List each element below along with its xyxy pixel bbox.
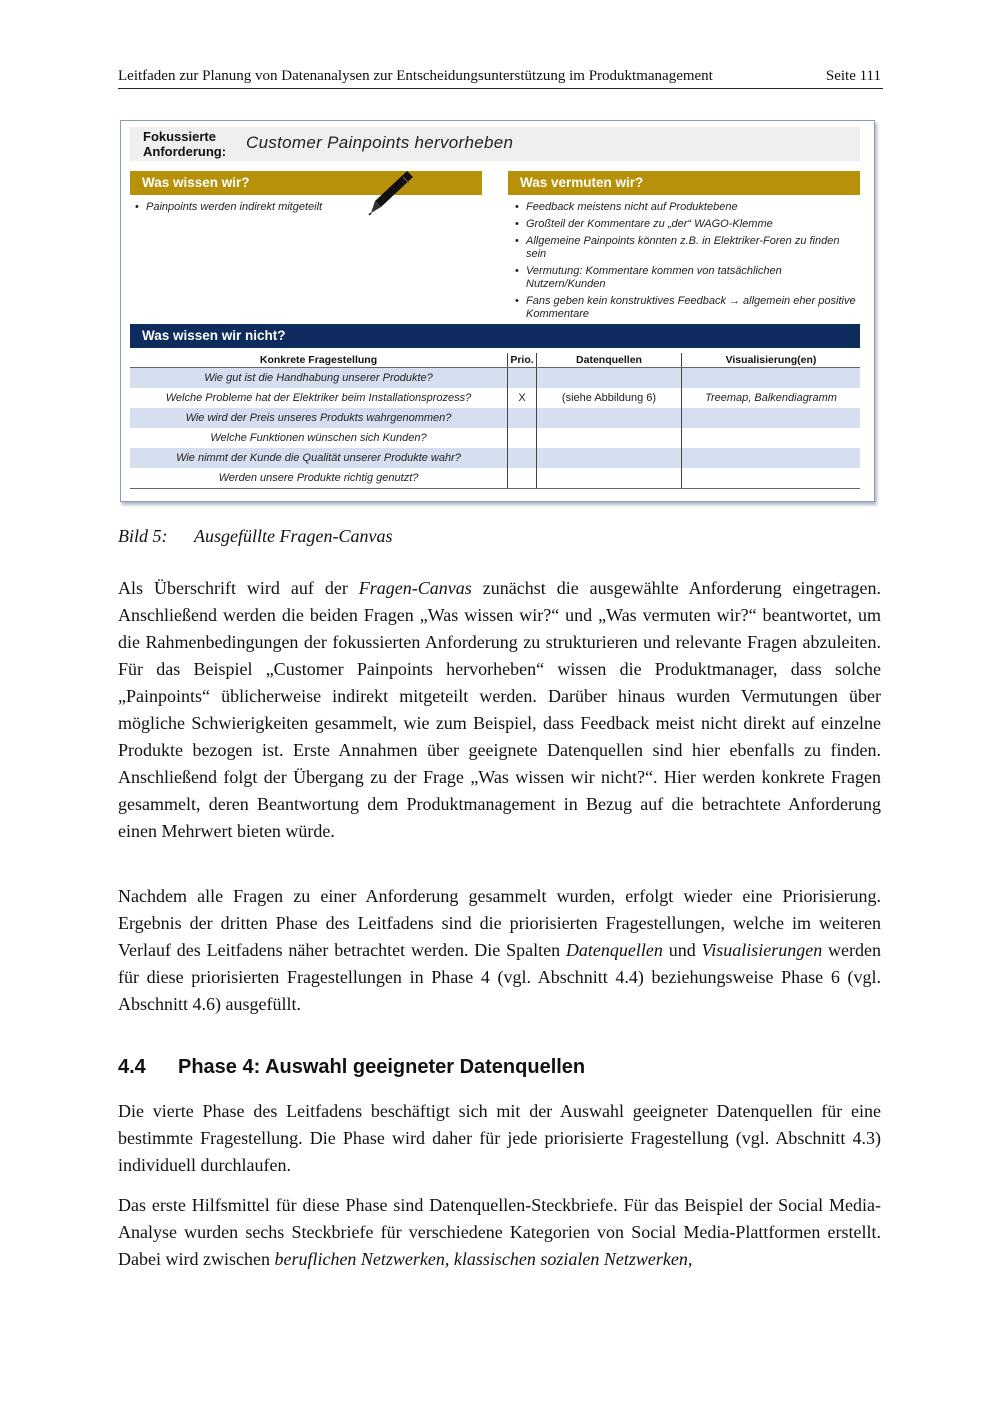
text-run: Nachdem alle Fragen zu einer Anforderung gesammelt wurden, erfolgt wieder eine Priorisierung. Ergebnis der dritten Phase des Leitfadens sind die priorisierten Fragestellungen, welche im weiteren Verlauf des Leitfadens näher betrachtet werden. Die Spalten <box>118 886 881 960</box>
assumed-list <box>513 201 858 325</box>
vis-cell <box>682 408 861 428</box>
prio-cell: X <box>508 388 537 408</box>
focus-label: Fokussierte Anforderung: <box>143 129 227 159</box>
page-header <box>118 66 883 89</box>
table-row <box>130 368 860 389</box>
list-item: • Großteil der Kommentare zu „der“ WAGO-Klemme <box>513 218 858 231</box>
question-cell: Werden unsere Produkte richtig genutzt? <box>130 468 508 489</box>
table-row <box>130 408 860 428</box>
table-row <box>130 388 860 408</box>
list-item: • Feedback meistens nicht auf Produktebene <box>513 201 858 214</box>
table-row <box>130 428 860 448</box>
figure-caption <box>118 526 392 547</box>
emphasis: Datenquellen <box>565 940 663 960</box>
page-number: Seite 111 <box>825 68 881 84</box>
known-header: Was wissen wir? <box>130 171 482 195</box>
caption-number: Bild 5: <box>118 526 168 546</box>
sources-cell <box>537 408 682 428</box>
column-header-vis: Visualisierung(en) <box>682 353 861 368</box>
table-row <box>130 468 860 489</box>
column-header-question: Konkrete Fragestellung <box>130 353 508 368</box>
paragraph-4 <box>118 1192 881 1273</box>
question-cell: Wie wird der Preis unseres Produkts wahrgenommen? <box>130 408 508 428</box>
unknown-header: Was wissen wir nicht? <box>130 324 860 348</box>
section-heading <box>118 1056 585 1079</box>
text-run: werden für diese priorisierten Fragestellungen in Phase 4 (vgl. Abschnitt 4.4) beziehungsweise Phase 6 (vgl. Abschnitt 4.6) ausgefüllt. <box>118 940 881 1014</box>
question-cell: Welche Funktionen wünschen sich Kunden? <box>210 432 427 444</box>
list-item: • Fans geben kein konstruktives Feedback → allgemein eher positive Kommentare <box>513 295 858 321</box>
vis-cell <box>682 468 861 489</box>
text-run: und <box>662 940 702 960</box>
table-row <box>130 448 860 468</box>
prio-cell <box>508 428 537 448</box>
prio-cell <box>508 448 537 468</box>
text-run: Als Überschrift wird auf der <box>118 578 359 598</box>
question-cell: Wie gut ist die Handhabung unserer Produkte? <box>130 368 508 389</box>
text-run: zunächst die ausgewählte Anforderung eingetragen. Anschließend werden die beiden Fragen „Was wissen wir?“ und „Was vermuten wir?“ beantwortet, um die Rahmenbedingungen der fokussierten Anforderung zu strukturieren und relevante Fragen abzuleiten. Für das Beispiel „Customer Painpoints hervorheben“ wissen die Produktmanager, dass solche „Painpoints“ üblicherweise indirekt mitgeteilt werden. Darüber hinaus wurden Vermutungen über mögliche Schwierigkeiten gesammelt, wie zum Beispiel, dass Feedback meist nicht direkt auf einzelne Produkte bezogen ist. Erste Annahmen über geeignete Datenquellen sind hier ebenfalls zu finden. Anschließend folgt der Übergang zu der Frage „Was wissen wir nicht?“. Hier werden konkrete Fragen gesammelt, deren Beantwortung dem Produktmanagement in Bezug auf die betrachtete Anforderung einen Mehrwert bieten würde. <box>118 578 881 841</box>
sources-cell <box>537 368 682 389</box>
caption-text: Ausgefüllte Fragen-Canvas <box>194 526 393 546</box>
focus-requirement-bar <box>130 127 860 161</box>
prio-cell <box>508 468 537 489</box>
table-header-row <box>130 353 860 368</box>
fragen-canvas-figure <box>120 120 875 502</box>
questions-table <box>130 353 860 489</box>
prio-cell <box>508 368 537 389</box>
vis-cell: Treemap, Balkendiagramm <box>682 388 861 408</box>
vis-cell <box>682 428 861 448</box>
vis-cell <box>682 448 861 468</box>
section-title: Phase 4: Auswahl geeigneter Datenquellen <box>178 1056 586 1078</box>
paragraph-3: Die vierte Phase des Leitfadens beschäftigt sich mit der Auswahl geeigneter Datenquellen für eine bestimmte Fragestellung. Die Phase wird daher für jede priorisierte Fragestellung (vgl. Abschnitt 4.3) individuell durchlaufen. <box>118 1101 881 1175</box>
text-run: Das erste Hilfsmittel für diese Phase sind Datenquellen-Steckbriefe. Für das Beispiel der Social Media-Analyse wurden sechs Steckbriefe für verschiedene Kategorien von Social Media-Plattformen erstellt. Dabei wird zwischen <box>118 1195 881 1269</box>
column-header-prio: Prio. <box>508 353 537 368</box>
emphasis: Visualisierungen <box>701 940 823 960</box>
list-item: • Allgemeine Painpoints könnten z.B. in Elektriker-Foren zu finden sein <box>513 235 858 261</box>
known-list <box>133 201 473 217</box>
question-cell: Welche Probleme hat der Elektriker beim Installationsprozess? <box>165 392 472 404</box>
emphasis: Fragen-Canvas <box>358 578 472 598</box>
assumed-header: Was vermuten wir? <box>508 171 860 195</box>
sources-cell <box>537 448 682 468</box>
prio-cell <box>508 408 537 428</box>
paragraph-1 <box>118 575 881 845</box>
sources-cell: (siehe Abbildung 6) <box>537 388 682 408</box>
sources-cell <box>537 468 682 489</box>
sources-cell <box>537 428 682 448</box>
focus-value: Customer Painpoints hervorheben <box>246 133 514 152</box>
paragraph-2 <box>118 883 881 1018</box>
section-number: 4.4 <box>118 1056 146 1078</box>
running-title: Leitfaden zur Planung von Datenanalysen zur Entscheidungsunterstützung im Produktmanagement <box>118 68 713 84</box>
emphasis: beruflichen Netzwerken, klassischen sozialen Netzwerken, <box>274 1249 693 1269</box>
question-cell: Wie nimmt der Kunde die Qualität unserer Produkte wahr? <box>130 448 508 468</box>
column-header-sources: Datenquellen <box>537 353 682 368</box>
vis-cell <box>682 368 861 389</box>
list-item: • Painpoints werden indirekt mitgeteilt <box>133 201 473 213</box>
list-item: • Vermutung: Kommentare kommen von tatsächlichen Nutzern/Kunden <box>513 265 858 291</box>
